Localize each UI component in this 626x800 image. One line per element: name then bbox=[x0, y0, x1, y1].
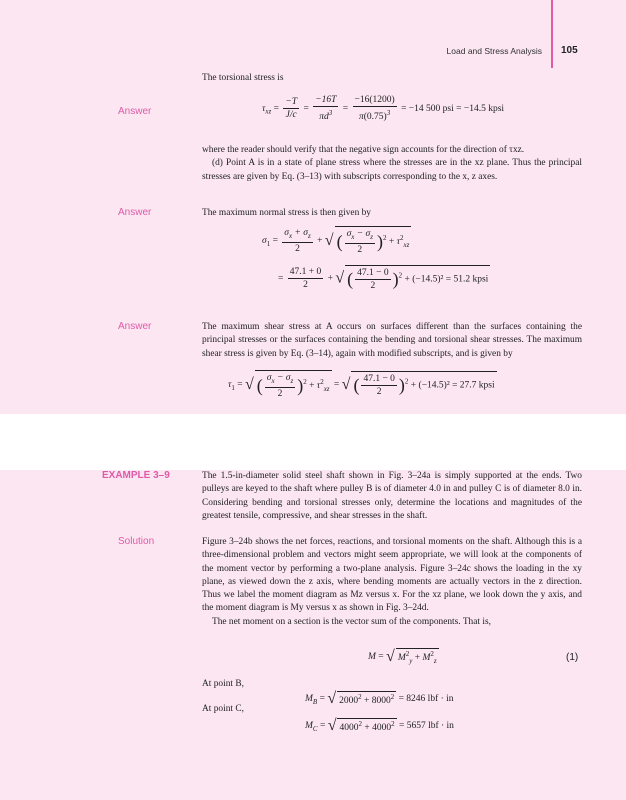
header-rule bbox=[551, 0, 553, 68]
running-title: Load and Stress Analysis bbox=[446, 46, 542, 56]
paragraph-point-c: At point C, bbox=[202, 704, 244, 714]
example-label: EXAMPLE 3–9 bbox=[102, 470, 170, 481]
equation-net-moment: M = √ $M^2_y + M^2_z$ bbox=[368, 648, 437, 666]
paragraph-torsional: The torsional stress is bbox=[202, 73, 284, 83]
paragraph-max-shear: The maximum shear stress at A occurs on surfaces different than the surfaces containing the principal stresses or the surfaces containing the bending and torsional shear stresses. The maximum shear stress is given by Eq. (3–14), again with modified subscripts, and is given by bbox=[202, 322, 582, 359]
equation-sigma1: $\sigma_1$ = $\frac{\sigma_x + \sigma_z}{2}$ + √ ( $\frac{\sigma_x - \sigma_z}{2}$ )$^2 + \tau^2_{xz}$ bbox=[262, 228, 410, 255]
equation-number: (1) bbox=[566, 652, 579, 663]
page-number: 105 bbox=[561, 45, 578, 56]
paragraph-sign-note: where the reader should verify that the negative sign accounts for the direction of τxz. (d) Point A is in a state of plane stress where the stresses are in the xz plane. Thus the principal stresses are given by Eq. (3–13) with subscripts corresponding to the x, z axes. bbox=[202, 145, 582, 182]
equation-mb: $M_B$ = √ $2000^2 + 8000^2 = 8246$ lbf · in bbox=[305, 690, 454, 707]
paragraph-example-statement: The 1.5-in-diameter solid steel shaft shown in Fig. 3–24a is simply supported at the ends. Two pulleys are keyed to the shaft where pulley B is of diameter 4.0 in and pulley C is of diameter 8.0 in. Considering bending and torsional stresses only, determine the locations and magnitudes of the greatest tensile, compressive, and shear stresses in the shaft. bbox=[202, 471, 582, 521]
answer-label-1: Answer bbox=[118, 106, 152, 117]
paragraph-point-b: At point B, bbox=[202, 679, 244, 689]
equation-sigma1-numeric: = $\frac{47.1 + 0}{2}$ + √ ( $\frac{47.1 - 0}{2}$ )$^2$ + (−14.5)² = 51.2 kpsi bbox=[278, 267, 489, 291]
equation-tau1: $\tau_1$ = √ ( $\frac{\sigma_x - \sigma_z}{2}$ )$^2 + \tau^2_{xz}$ = √ ( $\frac{47.1 - 0}{2}$ )$^2$ + (−14.5)² = 27.7 kpsi bbox=[228, 370, 497, 400]
paragraph-max-normal: The maximum normal stress is then given by bbox=[202, 208, 371, 218]
answer-label-2: Answer bbox=[118, 207, 152, 218]
answer-label-3: Answer bbox=[118, 321, 152, 332]
solution-label: Solution bbox=[118, 536, 155, 547]
equation-tau-xz: $\tau_{xz}$ = $\frac{-T}{J/c}$ = $\frac{-16T}{\pi d^3}$ = $\frac{-16(1200)}{\pi(0.75)^3}$ = −14 500 psi = −14.5 kpsi bbox=[262, 95, 505, 123]
equation-mc: $M_C$ = √ $4000^2 + 4000^2 = 5657$ lbf · in bbox=[305, 717, 454, 734]
paragraph-solution: Figure 3–24b shows the net forces, reactions, and torsional moments on the shaft. Although this is a three-dimensional problem and vectors might seem appropriate, we will look at the components of the moment vector by performing a two-plane analysis. Figure 3–24c shows the loading in the xy plane, as viewed down the z axis, where bending moments are actually vectors in the z direction. Thus we label the moment diagram as Mz versus x. For the xz plane, we look down the y axis, and the moment diagram is My versus x as shown in Fig. 3–24d. The net moment on a section is the vector sum of the components. That is, bbox=[202, 537, 582, 627]
